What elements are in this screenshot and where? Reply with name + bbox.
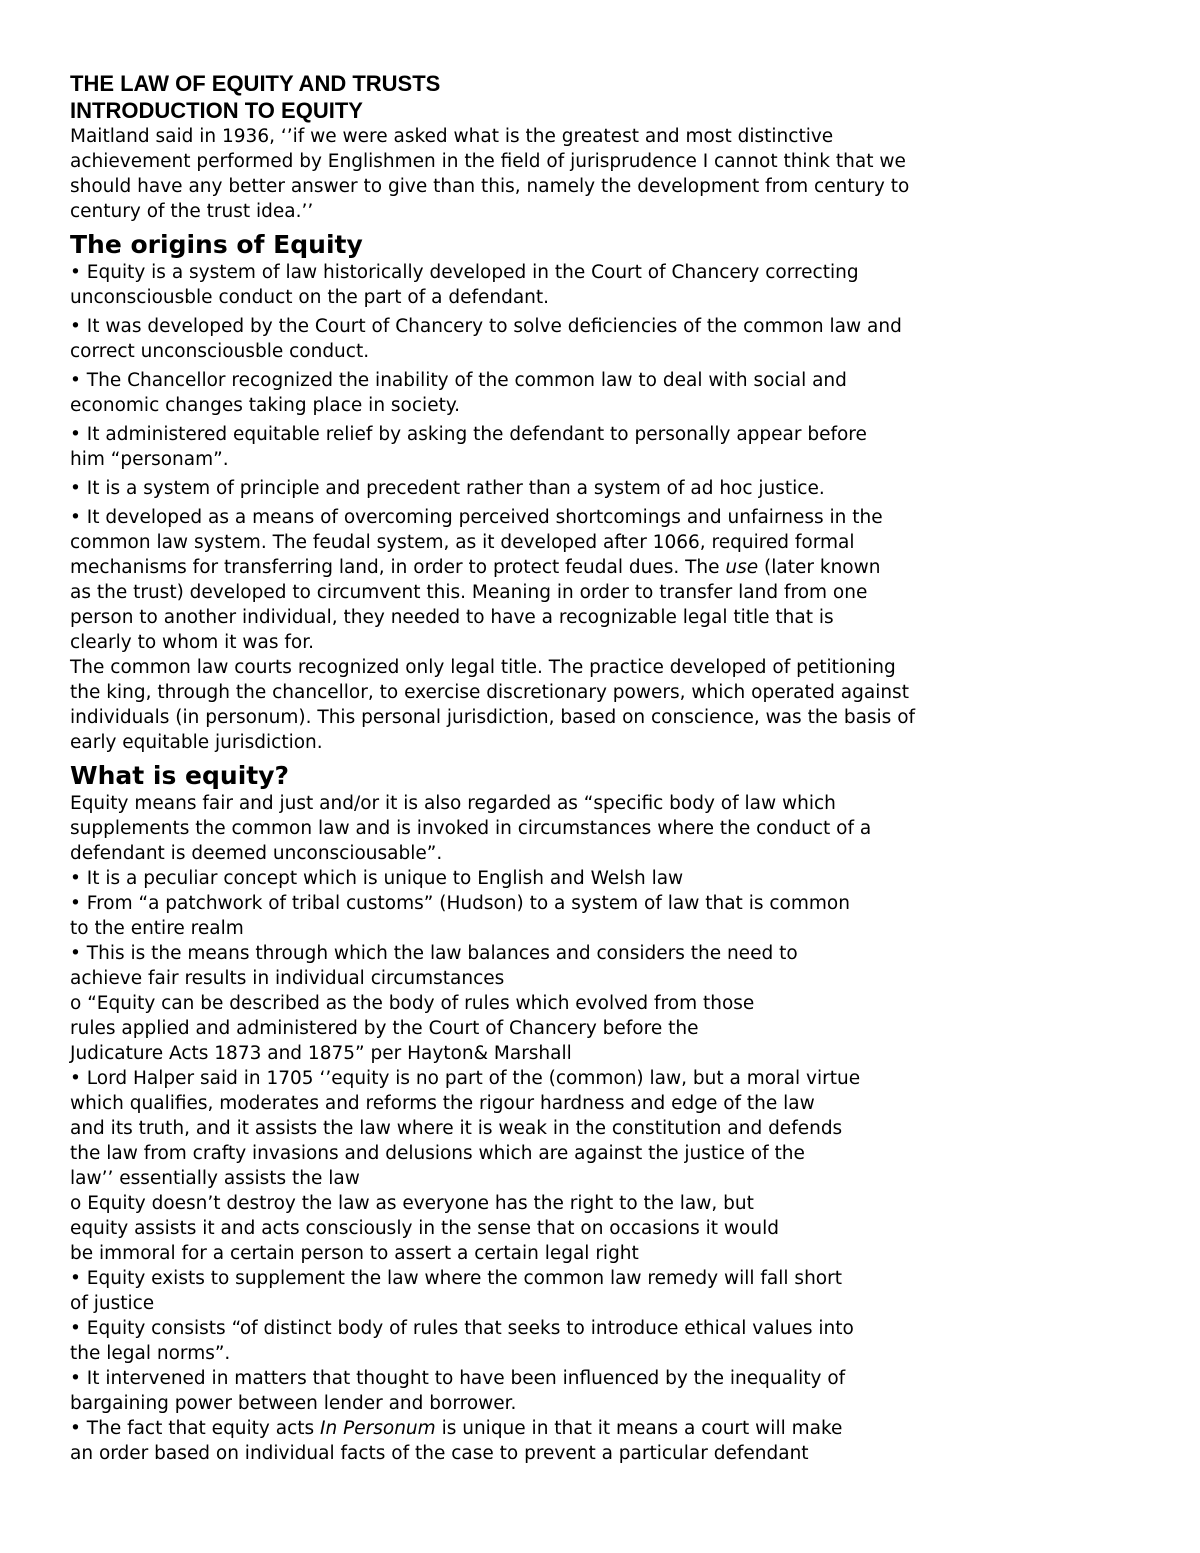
- paragraph-line: unconsciousble conduct on the part of a defendant.: [70, 287, 550, 308]
- section-heading-what-is-equity: What is equity?: [70, 761, 290, 790]
- paragraph-line: • It administered equitable relief by asking the defendant to personally appear before: [70, 424, 867, 445]
- paragraph-line: the law from crafty invasions and delusions which are against the justice of the: [70, 1143, 805, 1164]
- paragraph-line: Equity means fair and just and/or it is also regarded as “specific body of law which: [70, 793, 836, 814]
- paragraph-line: • It was developed by the Court of Chancery to solve deficiencies of the common law and: [70, 316, 902, 337]
- paragraph-line: economic changes taking place in society.: [70, 395, 461, 416]
- paragraph-line: correct unconsciousble conduct.: [70, 341, 370, 362]
- paragraph-line: o Equity doesn’t destroy the law as everyone has the right to the law, but: [70, 1193, 754, 1214]
- paragraph-line: the legal norms”.: [70, 1343, 231, 1364]
- paragraph-line: equity assists it and acts consciously in the sense that on occasions it would: [70, 1218, 779, 1239]
- paragraph-line: person to another individual, they needed to have a recognizable legal title that is: [70, 607, 834, 628]
- paragraph-line: him “personam”.: [70, 449, 229, 470]
- paragraph-line: early equitable jurisdiction.: [70, 732, 323, 753]
- paragraph-line: • The Chancellor recognized the inability of the common law to deal with social and: [70, 370, 847, 391]
- paragraph-line: [70, 555, 970, 580]
- paragraph-line: • From “a patchwork of tribal customs” (Hudson) to a system of law that is common: [70, 893, 850, 914]
- paragraph-line: achieve fair results in individual circumstances: [70, 968, 505, 989]
- paragraph-line: century of the trust idea.’’: [70, 201, 314, 222]
- bullet-item: [70, 368, 970, 418]
- text-run: mechanisms for transferring land, in order to protect feudal dues. The: [70, 557, 726, 578]
- paragraph-line: • It intervened in matters that thought to have been influenced by the inequality of: [70, 1368, 846, 1389]
- bullet-item: [70, 476, 970, 501]
- intro-paragraph: [70, 124, 970, 224]
- paragraph-line: bargaining power between lender and borrower.: [70, 1393, 517, 1414]
- paragraph-line: • Equity is a system of law historically developed in the Court of Chancery correcting: [70, 262, 859, 283]
- paragraph-line: • Equity exists to supplement the law where the common law remedy will fall short: [70, 1268, 842, 1289]
- paragraph-line: • It developed as a means of overcoming perceived shortcomings and unfairness in the: [70, 507, 883, 528]
- paragraph-line: should have any better answer to give than this, namely the development from century to: [70, 176, 910, 197]
- bullet-item: [70, 260, 970, 310]
- paragraph-line: of justice: [70, 1293, 155, 1314]
- paragraph-line: Judicature Acts 1873 and 1875” per Hayton& Marshall: [70, 1043, 572, 1064]
- paragraph-line: clearly to whom it was for.: [70, 632, 315, 653]
- bullet-item: [70, 505, 970, 655]
- paragraph-line: be immoral for a certain person to assert a certain legal right: [70, 1243, 639, 1264]
- document-subtitle: INTRODUCTION TO EQUITY: [70, 98, 363, 123]
- paragraph-line: • It is a peculiar concept which is unique to English and Welsh law: [70, 868, 684, 889]
- paragraph-line: an order based on individual facts of the case to prevent a particular defendant: [70, 1443, 809, 1464]
- text-run: (later known: [758, 557, 881, 578]
- paragraph-line: Maitland said in 1936, ‘’if we were asked what is the greatest and most distinctive: [70, 126, 834, 147]
- text-run: is unique in that it means a court will make: [435, 1418, 843, 1439]
- paragraph-line: The common law courts recognized only legal title. The practice developed of petitioning: [70, 657, 896, 678]
- paragraph-line: common law system. The feudal system, as it developed after 1066, required formal: [70, 532, 855, 553]
- italic-term: use: [725, 557, 759, 578]
- paragraph-line: • Equity consists “of distinct body of rules that seeks to introduce ethical values into: [70, 1318, 854, 1339]
- document-page: [70, 70, 970, 1466]
- paragraph-line: • Lord Halper said in 1705 ‘’equity is no part of the (common) law, but a moral virtue: [70, 1068, 861, 1089]
- text-run: • The fact that equity acts: [70, 1418, 321, 1439]
- paragraph-line: to the entire realm: [70, 918, 244, 939]
- paragraph-line: and its truth, and it assists the law where it is weak in the constitution and defends: [70, 1118, 843, 1139]
- what-is-equity-section: [70, 791, 970, 1466]
- paragraph-line: law’’ essentially assists the law: [70, 1168, 360, 1189]
- paragraph-line: which qualifies, moderates and reforms the rigour hardness and edge of the law: [70, 1093, 815, 1114]
- paragraph-line: as the trust) developed to circumvent this. Meaning in order to transfer land from one: [70, 582, 868, 603]
- paragraph-line: supplements the common law and is invoked in circumstances where the conduct of a: [70, 818, 872, 839]
- paragraph-line: [70, 1416, 970, 1441]
- paragraph-line: • This is the means through which the law balances and considers the need to: [70, 943, 798, 964]
- italic-term: In Personum: [320, 1418, 436, 1439]
- bullet-item: [70, 422, 970, 472]
- document-title: THE LAW OF EQUITY AND TRUSTS: [70, 71, 441, 96]
- paragraph-line: defendant is deemed unconsciousable”.: [70, 843, 443, 864]
- section-heading-origins: The origins of Equity: [70, 230, 363, 259]
- bullet-item: [70, 314, 970, 364]
- paragraph-line: the king, through the chancellor, to exercise discretionary powers, which operated against: [70, 682, 909, 703]
- paragraph-line: • It is a system of principle and precedent rather than a system of ad hoc justice.: [70, 478, 825, 499]
- body-paragraph: [70, 655, 970, 755]
- paragraph-line: o “Equity can be described as the body of rules which evolved from those: [70, 993, 755, 1014]
- paragraph-line: achievement performed by Englishmen in the field of jurisprudence I cannot think that we: [70, 151, 906, 172]
- paragraph-line: individuals (in personum). This personal jurisdiction, based on conscience, was the basis of: [70, 707, 916, 728]
- paragraph-line: rules applied and administered by the Court of Chancery before the: [70, 1018, 699, 1039]
